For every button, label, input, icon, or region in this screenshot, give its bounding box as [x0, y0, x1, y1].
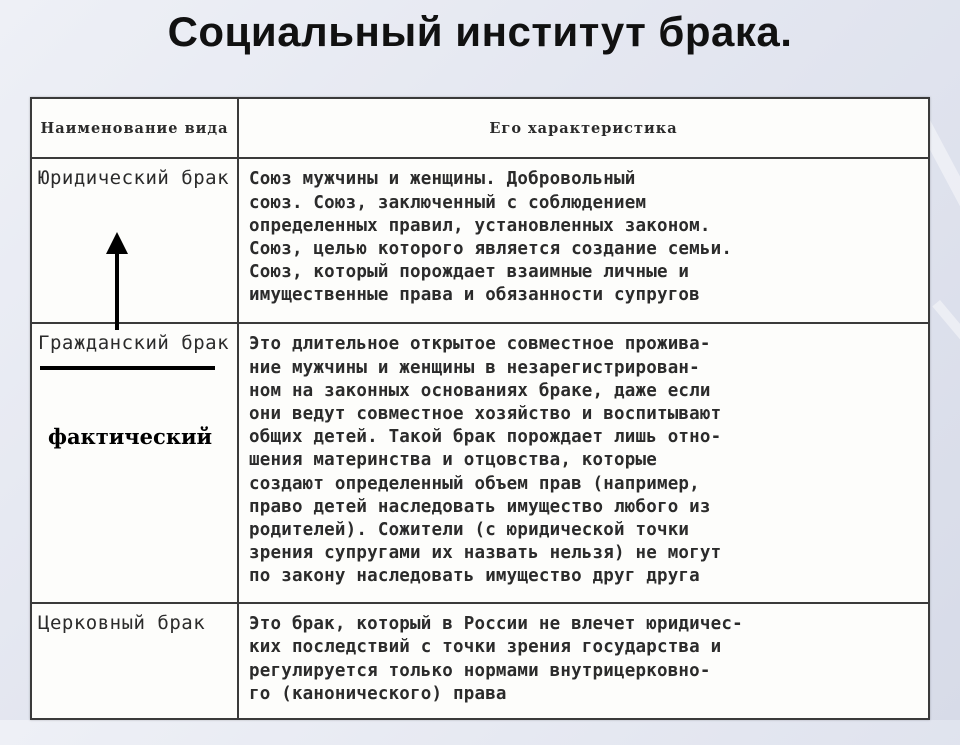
header-characteristic: Его характеристика [238, 98, 929, 158]
header-type-name: Наименование вида [31, 98, 238, 158]
background-stripe [932, 300, 960, 689]
table-header-row [31, 98, 929, 158]
row-type-name: Церковный брак [31, 603, 238, 719]
row-type-name: Гражданский брак [31, 323, 238, 603]
table-row [31, 603, 929, 719]
row-type-name: Юридический брак [31, 158, 238, 323]
row-description: Это длительное открытое совместное прожива- ние мужчины и женщины в незарегистрирован- ном на законных основаниях браке, даже если они ведут совместное хозяйство и воспитывают общих детей. Такой брак порождает лишь отно- шения материнства и отцовства, которые создают определенный объем прав (например, право детей наследовать имущество любого из родителей). Сожители (с юридической точки зрения супругами их назвать нельзя) не могут по закону наследовать имущество друг друга [238, 323, 929, 603]
strike-through-line [40, 366, 215, 370]
annotation-label: фактический [44, 422, 216, 451]
row-description: Это брак, который в России не влечет юридичес- ких последствий с точки зрения государства и регулируется только нормами внутрицерковно- го (канонического) права [238, 603, 929, 719]
slide-title: Социальный институт брака. [167, 8, 793, 55]
row-description: Союз мужчины и женщины. Добровольный союз. Союз, заключенный с соблюдением определенных правил, установленных законом. Союз, целью которого является создание семьи. Союз, который порождает взаимные личные и имущественные права и обязанности супругов [238, 158, 929, 323]
table-row [31, 158, 929, 323]
up-arrow-shaft [115, 250, 119, 330]
marriage-types-table-container [30, 97, 930, 720]
marriage-types-table [30, 97, 930, 720]
